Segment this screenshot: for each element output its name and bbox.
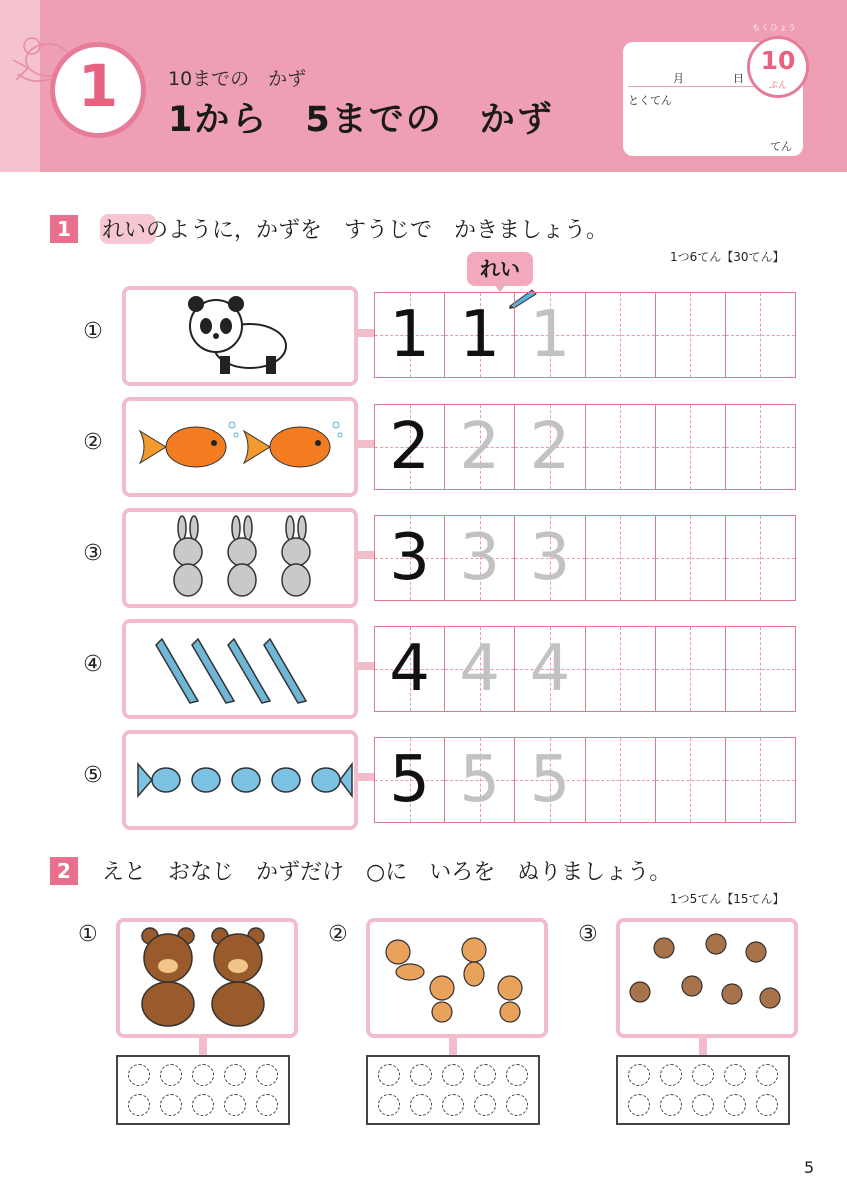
grid-cell[interactable] [375, 516, 445, 600]
unit-number: 1 [77, 52, 119, 120]
trace-digit: 5 [459, 743, 501, 817]
model-digit: 3 [389, 521, 430, 595]
answer-circle[interactable] [378, 1094, 400, 1116]
answer-circle[interactable] [192, 1094, 214, 1116]
grid-cell[interactable] [445, 738, 515, 822]
grid-cell[interactable] [656, 405, 726, 489]
target-time-caption: もくひょう [752, 23, 797, 32]
answer-circle[interactable] [410, 1094, 432, 1116]
row-4-writing-grid [374, 626, 796, 712]
unit-subtitle: 10までの かず [168, 68, 307, 90]
row-2-picture-frame [122, 397, 358, 497]
grid-cell[interactable] [375, 405, 445, 489]
question-2-answer-circles [366, 1055, 540, 1125]
row-5-picture-frame [122, 730, 358, 830]
month-label: 月 [673, 72, 684, 85]
grid-cell[interactable] [375, 738, 445, 822]
grid-cell[interactable] [726, 405, 795, 489]
answer-circle[interactable] [660, 1064, 682, 1086]
example-tag-pointer [494, 284, 506, 292]
model-digit: 5 [389, 743, 430, 817]
row-1-picture-frame [122, 286, 358, 386]
question-2-picture-frame [366, 918, 548, 1038]
row-1-label: ① [83, 319, 103, 344]
answer-circle[interactable] [756, 1064, 778, 1086]
section-2-instruction: えと おなじ かずだけ ○に いろを ぬりましょう。 [102, 860, 672, 885]
question-3-picture-frame [616, 918, 798, 1038]
grid-cell[interactable] [445, 516, 515, 600]
grid-cell[interactable] [656, 627, 726, 711]
grid-cell[interactable] [586, 293, 656, 377]
answer-circle[interactable] [724, 1094, 746, 1116]
trace-digit: 5 [529, 743, 571, 817]
question-3-answer-circles [616, 1055, 790, 1125]
row-4-connector [358, 662, 374, 670]
grid-cell[interactable] [726, 738, 795, 822]
row-1-writing-grid [374, 292, 796, 378]
row-5-label: ⑤ [83, 763, 103, 788]
grid-cell[interactable] [445, 293, 515, 377]
grid-cell[interactable] [515, 627, 585, 711]
answer-circle[interactable] [224, 1064, 246, 1086]
answer-circle[interactable] [160, 1094, 182, 1116]
grid-cell[interactable] [445, 627, 515, 711]
answer-circle[interactable] [192, 1064, 214, 1086]
question-2-connector [449, 1038, 457, 1056]
rabbit-icon [126, 512, 354, 604]
grid-cell[interactable] [515, 293, 585, 377]
row-5-connector [358, 773, 374, 781]
trace-digit: 2 [529, 410, 571, 484]
bear-icon [120, 922, 294, 1034]
grid-cell[interactable] [656, 738, 726, 822]
umbrella-icon [126, 623, 354, 715]
day-label: 日 [733, 72, 744, 85]
grid-cell[interactable] [375, 627, 445, 711]
row-2-label: ② [83, 430, 103, 455]
panda-icon [126, 290, 354, 382]
row-5-writing-grid [374, 737, 796, 823]
page-number: 5 [804, 1158, 815, 1177]
answer-circle[interactable] [660, 1094, 682, 1116]
grid-cell[interactable] [656, 516, 726, 600]
question-1-answer-circles [116, 1055, 290, 1125]
grid-cell[interactable] [726, 293, 795, 377]
target-time-minutes: 10 [760, 46, 796, 75]
answer-circle[interactable] [506, 1064, 528, 1086]
question-2-label: ② [328, 922, 348, 947]
question-3-label: ③ [578, 922, 598, 947]
score-label: とくてん [628, 94, 672, 107]
instruction-example-word: れい [102, 218, 147, 243]
grid-cell[interactable] [375, 293, 445, 377]
grid-cell[interactable] [656, 293, 726, 377]
goldfish-icon [126, 401, 354, 493]
trace-digit: 4 [459, 632, 501, 706]
trace-digit: 3 [459, 521, 501, 595]
score-unit: てん [770, 140, 792, 153]
answer-circle[interactable] [442, 1094, 464, 1116]
grid-cell[interactable] [515, 738, 585, 822]
section-1-number: 1 [50, 215, 78, 243]
answer-circle[interactable] [378, 1064, 400, 1086]
answer-circle[interactable] [692, 1094, 714, 1116]
question-3-connector [699, 1038, 707, 1056]
row-3-writing-grid [374, 515, 796, 601]
row-2-writing-grid [374, 404, 796, 490]
example-digit: 1 [459, 298, 501, 372]
answer-circle[interactable] [474, 1064, 496, 1086]
answer-circle[interactable] [474, 1094, 496, 1116]
squirrel-icon [620, 922, 794, 1034]
answer-circle[interactable] [256, 1094, 278, 1116]
grid-cell[interactable] [586, 627, 656, 711]
row-4-picture-frame [122, 619, 358, 719]
answer-circle[interactable] [506, 1094, 528, 1116]
row-4-label: ④ [83, 652, 103, 677]
answer-circle[interactable] [128, 1064, 150, 1086]
grid-cell[interactable] [726, 627, 795, 711]
unit-title: 1から 5までの かず [168, 100, 554, 140]
grid-cell[interactable] [445, 405, 515, 489]
answer-circle[interactable] [160, 1064, 182, 1086]
grid-cell[interactable] [586, 405, 656, 489]
model-digit: 4 [389, 632, 430, 706]
answer-circle[interactable] [224, 1094, 246, 1116]
trace-digit: 1 [529, 298, 571, 372]
section-1-instruction [102, 213, 608, 244]
answer-circle[interactable] [692, 1064, 714, 1086]
target-time-unit: ぷん [768, 81, 787, 91]
model-digit: 1 [389, 298, 430, 372]
question-1-label: ① [78, 922, 98, 947]
section-2-points: 1つ5てん【15てん】 [670, 892, 785, 906]
answer-circle[interactable] [410, 1064, 432, 1086]
trace-digit: 3 [529, 521, 571, 595]
question-1-connector [199, 1038, 207, 1056]
answer-circle[interactable] [628, 1064, 650, 1086]
row-3-picture-frame [122, 508, 358, 608]
grid-cell[interactable] [515, 405, 585, 489]
section-2-number: 2 [50, 857, 78, 885]
answer-circle[interactable] [128, 1094, 150, 1116]
grid-cell[interactable] [726, 516, 795, 600]
trace-digit: 2 [459, 410, 501, 484]
answer-circle[interactable] [756, 1094, 778, 1116]
trace-digit: 4 [529, 632, 571, 706]
cat-icon [370, 922, 544, 1034]
row-3-label: ③ [83, 541, 103, 566]
grid-cell[interactable] [515, 516, 585, 600]
question-1-picture-frame [116, 918, 298, 1038]
answer-circle[interactable] [442, 1064, 464, 1086]
row-1-connector [358, 329, 374, 337]
section-1-points: 1つ6てん【30てん】 [670, 250, 785, 264]
answer-circle[interactable] [256, 1064, 278, 1086]
candy-icon [126, 734, 354, 826]
row-2-connector [358, 440, 374, 448]
instruction-text: のように，かずを すうじで かきましょう。 [146, 218, 609, 243]
row-3-connector [358, 551, 374, 559]
answer-circle[interactable] [724, 1064, 746, 1086]
grid-cell[interactable] [586, 738, 656, 822]
example-tag: れい [467, 252, 533, 286]
grid-cell[interactable] [586, 516, 656, 600]
answer-circle[interactable] [628, 1094, 650, 1116]
model-digit: 2 [389, 410, 430, 484]
